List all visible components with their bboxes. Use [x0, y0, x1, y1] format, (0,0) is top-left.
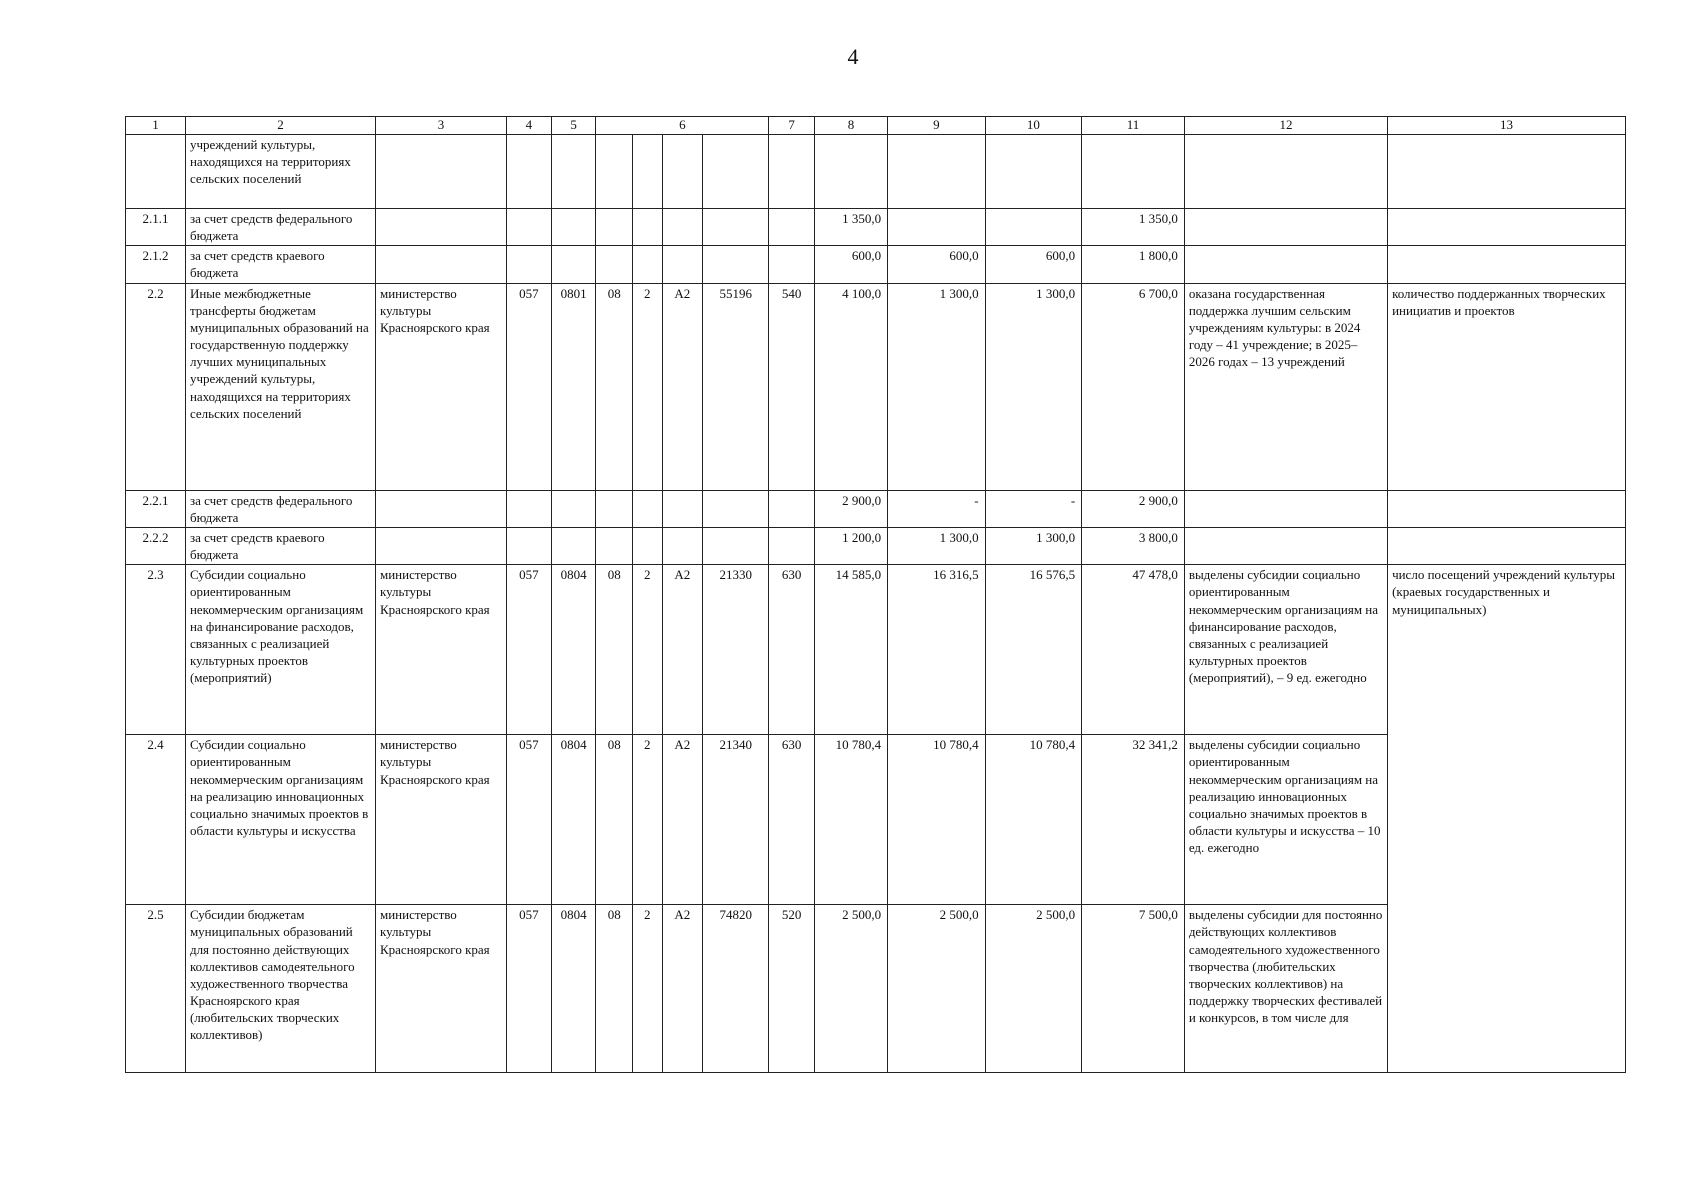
code-target-item [703, 527, 769, 564]
code-section [551, 246, 596, 283]
amount-2024: 1 200,0 [814, 527, 887, 564]
amount-total: 6 700,0 [1082, 283, 1185, 490]
header-cell: 4 [507, 117, 552, 135]
code-program: 08 [596, 565, 633, 735]
amount-2025: 16 316,5 [888, 565, 986, 735]
amount-total: 47 478,0 [1082, 565, 1185, 735]
code-subprogram [633, 490, 662, 527]
target-indicator [1388, 209, 1626, 246]
amount-2026: 16 576,5 [985, 565, 1082, 735]
row-number: 2.3 [126, 565, 186, 735]
amount-total: 1 800,0 [1082, 246, 1185, 283]
amount-2026: 600,0 [985, 246, 1082, 283]
expected-result [1184, 135, 1387, 209]
budget-table [125, 116, 1626, 1073]
table-row [126, 283, 1626, 490]
code-grbs: 057 [507, 283, 552, 490]
amount-total: 2 900,0 [1082, 490, 1185, 527]
code-section [551, 490, 596, 527]
code-target-item: 74820 [703, 905, 769, 1073]
amount-2025: 600,0 [888, 246, 986, 283]
code-target-item: 21330 [703, 565, 769, 735]
code-target-item [703, 246, 769, 283]
code-direction [662, 135, 703, 209]
code-expense-type [769, 209, 815, 246]
code-target-item: 55196 [703, 283, 769, 490]
row-number: 2.5 [126, 905, 186, 1073]
amount-2024: 2 500,0 [814, 905, 887, 1073]
code-direction [662, 490, 703, 527]
expected-result: выделены субсидии социально ориентированным некоммерческим организациям на реализацию инновационных социально значимых проектов в области культуры и искусства – 10 ед. ежегодно [1184, 735, 1387, 905]
amount-2025: 1 300,0 [888, 527, 986, 564]
code-grbs: 057 [507, 735, 552, 905]
header-cell: 2 [185, 117, 375, 135]
code-target-item [703, 135, 769, 209]
header-cell: 5 [551, 117, 596, 135]
code-grbs [507, 135, 552, 209]
code-expense-type: 630 [769, 565, 815, 735]
amount-2024: 14 585,0 [814, 565, 887, 735]
measure-name: учреждений культуры, находящихся на территориях сельских поселений [185, 135, 375, 209]
responsible-body [375, 490, 506, 527]
header-cell: 12 [1184, 117, 1387, 135]
amount-total: 7 500,0 [1082, 905, 1185, 1073]
target-indicator [1388, 490, 1626, 527]
code-subprogram: 2 [633, 283, 662, 490]
code-target-item: 21340 [703, 735, 769, 905]
responsible-body: министерство культуры Красноярского края [375, 905, 506, 1073]
code-program: 08 [596, 735, 633, 905]
code-direction [662, 209, 703, 246]
code-program [596, 490, 633, 527]
code-grbs [507, 490, 552, 527]
amount-2025: 1 300,0 [888, 283, 986, 490]
amount-2025: 2 500,0 [888, 905, 986, 1073]
code-expense-type: 520 [769, 905, 815, 1073]
target-indicator: число посещений учреждений культуры (краевых государственных и муниципальных) [1388, 565, 1626, 1073]
code-direction: А2 [662, 905, 703, 1073]
code-section: 0804 [551, 565, 596, 735]
code-subprogram [633, 209, 662, 246]
code-program: 08 [596, 905, 633, 1073]
code-target-item [703, 490, 769, 527]
responsible-body [375, 209, 506, 246]
measure-name: за счет средств федерального бюджета [185, 490, 375, 527]
amount-total: 3 800,0 [1082, 527, 1185, 564]
code-expense-type [769, 527, 815, 564]
amount-2024 [814, 135, 887, 209]
amount-2026 [985, 135, 1082, 209]
code-direction: А2 [662, 565, 703, 735]
code-expense-type [769, 490, 815, 527]
amount-2024: 600,0 [814, 246, 887, 283]
row-number [126, 135, 186, 209]
code-subprogram [633, 527, 662, 564]
amount-2026: 2 500,0 [985, 905, 1082, 1073]
code-program [596, 209, 633, 246]
measure-name: за счет средств краевого бюджета [185, 246, 375, 283]
code-expense-type [769, 246, 815, 283]
header-cell: 7 [769, 117, 815, 135]
code-target-item [703, 209, 769, 246]
code-direction: А2 [662, 735, 703, 905]
header-cell: 6 [596, 117, 769, 135]
code-expense-type: 540 [769, 283, 815, 490]
amount-2026: 1 300,0 [985, 283, 1082, 490]
table-row [126, 527, 1626, 564]
target-indicator [1388, 246, 1626, 283]
amount-2025 [888, 209, 986, 246]
header-cell: 3 [375, 117, 506, 135]
row-number: 2.4 [126, 735, 186, 905]
code-grbs [507, 246, 552, 283]
code-subprogram [633, 246, 662, 283]
expected-result [1184, 209, 1387, 246]
measure-name: Иные межбюджетные трансферты бюджетам муниципальных образований на государственную поддержку лучших муниципальных учреждений культуры, находящихся на территориях сельских поселений [185, 283, 375, 490]
code-program [596, 527, 633, 564]
table-row [126, 246, 1626, 283]
code-subprogram: 2 [633, 565, 662, 735]
amount-2025 [888, 135, 986, 209]
amount-2026: 10 780,4 [985, 735, 1082, 905]
code-expense-type: 630 [769, 735, 815, 905]
amount-2024: 1 350,0 [814, 209, 887, 246]
expected-result: оказана государственная поддержка лучшим сельским учреждениям культуры: в 2024 году – 41 учреждение; в 2025–2026 годах – 13 учреждений [1184, 283, 1387, 490]
expected-result: выделены субсидии для постоянно действующих коллективов самодеятельного художественного творчества (любительских творческих коллективов) на поддержку творческих фестивалей и конкурсов, в том числе для [1184, 905, 1387, 1073]
amount-total [1082, 135, 1185, 209]
expected-result [1184, 490, 1387, 527]
code-section [551, 527, 596, 564]
header-cell: 11 [1082, 117, 1185, 135]
responsible-body: министерство культуры Красноярского края [375, 565, 506, 735]
measure-name: Субсидии социально ориентированным некоммерческим организациям на финансирование расходов, связанных с реализацией культурных проектов (мероприятий) [185, 565, 375, 735]
code-grbs: 057 [507, 565, 552, 735]
header-cell: 13 [1388, 117, 1626, 135]
amount-2026 [985, 209, 1082, 246]
header-cell: 8 [814, 117, 887, 135]
amount-total: 32 341,2 [1082, 735, 1185, 905]
amount-2024: 4 100,0 [814, 283, 887, 490]
code-program [596, 246, 633, 283]
header-cell: 1 [126, 117, 186, 135]
responsible-body [375, 135, 506, 209]
responsible-body: министерство культуры Красноярского края [375, 735, 506, 905]
code-direction: А2 [662, 283, 703, 490]
code-section: 0804 [551, 905, 596, 1073]
page-number: 4 [847, 44, 859, 69]
header-cell: 9 [888, 117, 986, 135]
amount-total: 1 350,0 [1082, 209, 1185, 246]
row-number: 2.2 [126, 283, 186, 490]
code-subprogram: 2 [633, 905, 662, 1073]
code-section [551, 209, 596, 246]
code-program [596, 135, 633, 209]
code-grbs [507, 527, 552, 564]
amount-2026: 1 300,0 [985, 527, 1082, 564]
table-row [126, 490, 1626, 527]
expected-result [1184, 246, 1387, 283]
table-row [126, 135, 1626, 209]
code-section: 0801 [551, 283, 596, 490]
code-direction [662, 246, 703, 283]
responsible-body [375, 527, 506, 564]
code-expense-type [769, 135, 815, 209]
measure-name: за счет средств федерального бюджета [185, 209, 375, 246]
responsible-body: министерство культуры Красноярского края [375, 283, 506, 490]
responsible-body [375, 246, 506, 283]
table-row [126, 209, 1626, 246]
amount-2024: 10 780,4 [814, 735, 887, 905]
code-program: 08 [596, 283, 633, 490]
code-grbs [507, 209, 552, 246]
code-section [551, 135, 596, 209]
code-grbs: 057 [507, 905, 552, 1073]
target-indicator [1388, 135, 1626, 209]
amount-2025: 10 780,4 [888, 735, 986, 905]
table-row [126, 565, 1626, 735]
code-section: 0804 [551, 735, 596, 905]
target-indicator: количество поддержанных творческих инициатив и проектов [1388, 283, 1626, 490]
code-subprogram: 2 [633, 735, 662, 905]
measure-name: Субсидии социально ориентированным некоммерческим организациям на реализацию инновационных социально значимых проектов в области культуры и искусства [185, 735, 375, 905]
header-row [126, 117, 1626, 135]
row-number: 2.2.1 [126, 490, 186, 527]
code-direction [662, 527, 703, 564]
row-number: 2.2.2 [126, 527, 186, 564]
target-indicator [1388, 527, 1626, 564]
code-subprogram [633, 135, 662, 209]
header-cell: 10 [985, 117, 1082, 135]
amount-2025: - [888, 490, 986, 527]
row-number: 2.1.2 [126, 246, 186, 283]
measure-name: за счет средств краевого бюджета [185, 527, 375, 564]
row-number: 2.1.1 [126, 209, 186, 246]
measure-name: Субсидии бюджетам муниципальных образований для постоянно действующих коллективов самодеятельного художественного творчества Красноярского края (любительских творческих коллективов) [185, 905, 375, 1073]
expected-result: выделены субсидии социально ориентированным некоммерческим организациям на финансирование расходов, связанных с реализацией культурных проектов (мероприятий), – 9 ед. ежегодно [1184, 565, 1387, 735]
expected-result [1184, 527, 1387, 564]
amount-2026: - [985, 490, 1082, 527]
amount-2024: 2 900,0 [814, 490, 887, 527]
